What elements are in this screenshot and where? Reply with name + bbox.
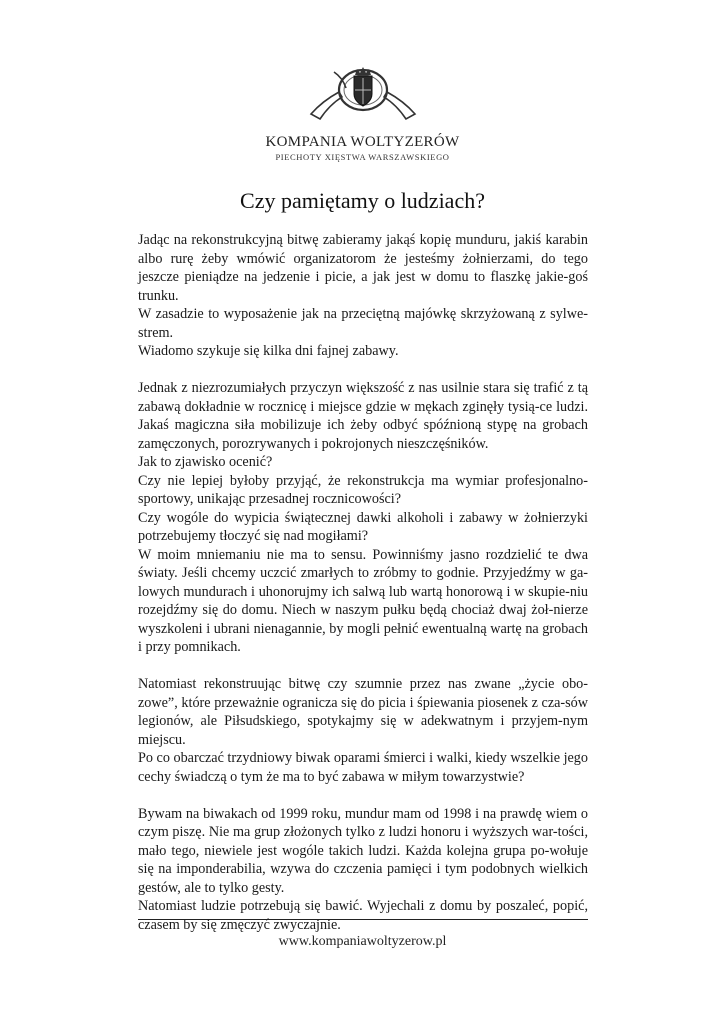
text-line: Natomiast rekonstruując bitwę czy szumnie przez nas zwane „życie obo-zowe”, które przeważnie ogranicza się do picia i śpiewania piosenek z cza-sów legionów, ale Piłsudskiego, spotykajmy się w adekwatnym i przyjem-nym miejscu. [138, 676, 588, 748]
footer-url: www.kompaniawoltyzerow.pl [278, 934, 447, 949]
text-line: Jak to zjawisko ocenić? [138, 454, 273, 470]
text-line: Po co obarczać trzydniowy biwak oparami śmierci i walki, kiedy wszelkie jego cechy świadczą o tym że ma to być zabawa w miłym towarzystwie? [138, 750, 588, 785]
text-line: W zasadzie to wyposażenie jak na przeciętną majówkę skrzyżowaną z sylwe-strem. [138, 306, 588, 341]
text-line: W moim mniemaniu nie ma to sensu. Powinniśmy jasno rozdzielić te dwa światy. Jeśli chcemy uczcić zmarłych to zróbmy to godnie. Przyjedźmy w ga-lowych mundurach i uhonorujmy ich salwą lub wartą honorową i w skupie-niu rozejdźmy się do domu. Niech w naszym pułku będą chociaż dwaj żoł-nierze wyszkoleni i ubrani nienagannie, by mogli pełnić ewentualną wartę na grobach i przy pomnikach. [138, 546, 588, 655]
text-line: Czy wogóle do wypicia świątecznej dawki alkoholi i zabawy w żołnierzyki potrzebujemy tłoczyć się nad mogiłami? [138, 509, 588, 544]
paragraph [138, 379, 588, 657]
footer-divider [138, 919, 588, 920]
text-line: Wiadomo szykuje się kilka dni fajnej zabawy. [138, 343, 399, 359]
org-name: KOMPANIA WOLTYZERÓW [265, 134, 460, 150]
text-line: Jednak z niezrozumiałych przyczyn większość z nas usilnie stara się trafić z tą zabawą dokładnie w rocznicę i miejsce gdzie w mękach zginęły tysią-ce ludzi. Jakaś magiczna siła mobilizuje ich żeby odbyć spóźnioną stypę na grobach zamęczonych, porozrywanych i pokrojonych nieszczęśników. [138, 380, 588, 452]
article-body [138, 231, 588, 953]
paragraph [138, 231, 588, 361]
text-line: Czy nie lepiej byłoby przyjąć, że rekonstrukcja ma wymiar profesjonalno-sportowy, unikając przesadnej rocznicowości? [138, 472, 588, 507]
text-line: Bywam na biwakach od 1999 roku, mundur mam od 1998 i na prawdę wiem o czym piszę. Nie ma grup złożonych tylko z ludzi honoru i wyższych war-tości, mało tego, niewiele jest wogóle takich ludzi. Każda kolejna grupa po-wołuje się na imponderabilia, wzywa do czczenia pamięci i tym podobnych wielkich gestów, ale to tylko gesty. [138, 805, 588, 896]
org-subtitle: PIECHOTY XIĘSTWA WARSZAWSKIEGO [275, 152, 450, 162]
paragraph [138, 805, 588, 935]
hunting-horn-crest-icon [308, 62, 418, 122]
page-title: Czy pamiętamy o ludziach? [240, 188, 485, 213]
text-line: Jadąc na rekonstrukcyjną bitwę zabieramy jakąś kopię munduru, jakiś karabin albo rurę żeby wmówić organizatorom że jesteśmy żołnierzami, do tego jeszcze pieniądze na jedzenie i picie, a jak jest w domu to flaszkę jakie-goś trunku. [138, 232, 588, 304]
text-line: Natomiast ludzie potrzebują się bawić. Wyjechali z domu by poszaleć, popić, czasem by się zmęczyć zwyczajnie. [138, 898, 588, 933]
paragraph [138, 675, 588, 786]
